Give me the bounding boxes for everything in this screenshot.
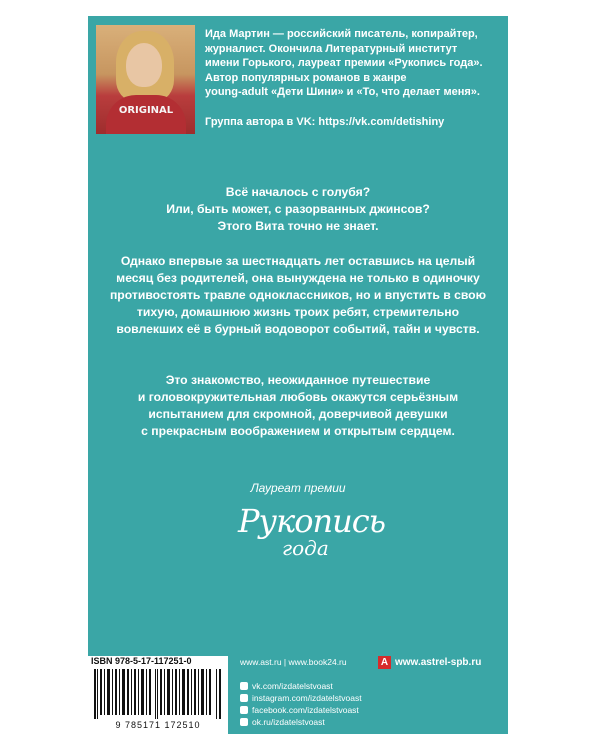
book-back-cover [88, 16, 508, 734]
social-link-text: instagram.com/izdatelstvoast [252, 693, 362, 703]
award-logo [238, 502, 386, 580]
ok-icon [240, 718, 248, 726]
blurb-paragraph-3 [108, 372, 488, 440]
blurb-line: Или, быть может, с разорванных джинсов? [166, 202, 430, 216]
shirt-print: ORIGINAL [118, 105, 174, 116]
author-photo [96, 25, 195, 134]
blurb-line: месяц без родителей, она вынуждена не только в одиночку [116, 271, 480, 285]
instagram-icon [240, 694, 248, 702]
award-logo-line1: Рукопись [238, 502, 386, 540]
blurb-line: с прекрасным воображением и открытым сердцем. [141, 424, 455, 438]
facebook-icon [240, 706, 248, 714]
blurb-line: испытанием для скромной, доверчивой девушки [148, 407, 448, 421]
publisher-websites[interactable]: www.ast.ru | www.book24.ru [240, 657, 347, 667]
blurb-paragraph-1 [108, 184, 488, 235]
award-logo-line2: года [282, 536, 329, 560]
bio-line: Автор популярных романов в жанре [205, 71, 407, 84]
social-link-text: vk.com/izdatelstvoast [252, 681, 333, 691]
social-link-ok[interactable] [240, 716, 362, 728]
vk-icon [240, 682, 248, 690]
blurb-line: противостоять травле одноклассников, но и впустить в свою [109, 288, 487, 302]
social-links [240, 680, 362, 728]
blurb-line: и головокружительная любовь окажутся серьёзным [137, 390, 459, 404]
barcode-bars [94, 669, 222, 719]
blurb-line: Однако впервые за шестнадцать лет оставшись на целый [120, 254, 476, 268]
author-vk-link[interactable]: Группа автора в VK: https://vk.com/detishiny [205, 116, 445, 128]
author-bio [205, 27, 505, 100]
social-link-facebook[interactable] [240, 704, 362, 716]
social-link-instagram[interactable] [240, 692, 362, 704]
blurb-line: вовлекших её в бурный водоворот событий, тайн и чувств. [116, 322, 480, 336]
bio-line: имени Горького, лауреат премии «Рукопись года». [205, 57, 483, 69]
bio-line: Ида Мартин — российский писатель, копирайтер, [205, 28, 478, 40]
barcode-number: 9 785171 172510 [115, 720, 201, 730]
award-caption: Лауреат премии [250, 481, 346, 495]
isbn-text: ISBN 978-5-17-117251-0 [91, 656, 192, 666]
astrel-url: www.astrel-spb.ru [395, 657, 482, 668]
astrel-link[interactable] [378, 656, 481, 669]
blurb-paragraph-2 [108, 253, 488, 338]
bio-line: журналист. Окончила Литературный институт [205, 42, 458, 55]
bio-line: young-adult «Дети Шини» и «То, что делает меня». [205, 86, 480, 98]
blurb-line: Этого Вита точно не знает. [217, 219, 379, 233]
blurb-line: Это знакомство, неожиданное путешествие [165, 373, 431, 387]
blurb-line: тихую, домашнюю жизнь троих ребят, стремительно [136, 305, 460, 319]
author-face [126, 43, 162, 87]
social-link-vk[interactable] [240, 680, 362, 692]
barcode-block [88, 656, 228, 734]
blurb-line: Всё началось с голубя? [225, 185, 371, 199]
social-link-text: facebook.com/izdatelstvoast [252, 705, 359, 715]
social-link-text: ok.ru/izdatelstvoast [252, 717, 325, 727]
astrel-logo-icon: A [378, 656, 391, 669]
